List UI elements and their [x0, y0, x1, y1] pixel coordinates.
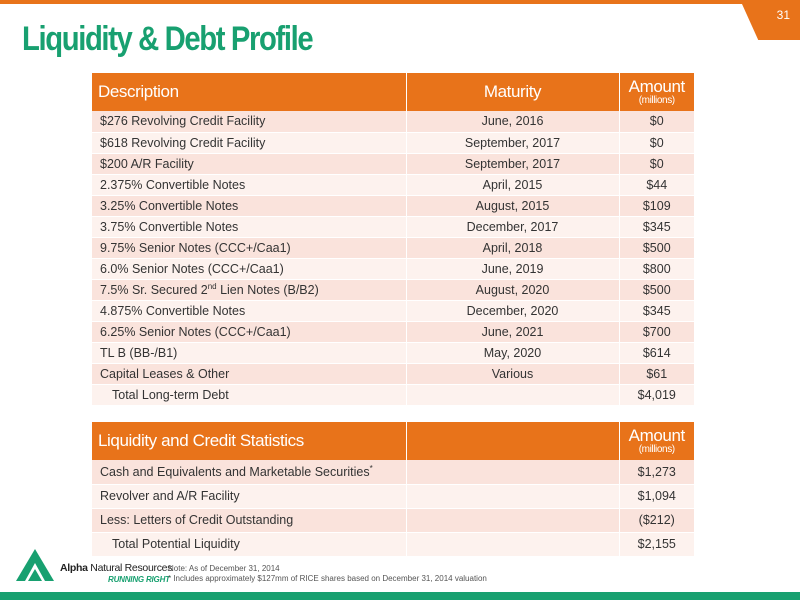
header-maturity: Maturity [406, 73, 619, 111]
row-description-part: Lien Notes (B/B2) [216, 283, 319, 298]
table-row [92, 237, 694, 258]
header-amount-unit: (millions) [638, 443, 675, 455]
row-amount: $800 [619, 258, 694, 279]
footnote-line-2: * Includes approximately $127mm of RICE shares based on December 31, 2014 valuation [168, 574, 487, 583]
row-maturity: Various [406, 363, 619, 384]
header-amount-label: Amount [628, 425, 685, 445]
row-amount: $1,273 [619, 460, 694, 484]
row-maturity: June, 2016 [406, 111, 619, 132]
liquidity-table-header [92, 422, 694, 460]
row-empty-cell [406, 508, 619, 532]
header-amount-label: Amount [628, 76, 685, 96]
header-description: Description [92, 73, 406, 111]
header-empty [406, 422, 619, 460]
row-description: Capital Leases & Other [92, 363, 406, 384]
footnote [168, 564, 487, 584]
table-row [92, 216, 694, 237]
row-description: TL B (BB-/B1) [92, 342, 406, 363]
debt-table [92, 73, 694, 406]
row-amount: $1,094 [619, 484, 694, 508]
ordinal-superscript: nd [207, 281, 217, 291]
total-maturity [406, 384, 619, 405]
row-maturity: April, 2015 [406, 174, 619, 195]
row-maturity: August, 2015 [406, 195, 619, 216]
footnote-mark: * [369, 464, 373, 474]
bottom-accent-bar [0, 592, 800, 600]
row-empty-cell [406, 532, 619, 556]
header-amount [619, 422, 694, 460]
company-name-bold: Alpha [60, 562, 88, 574]
header-liquidity-description: Liquidity and Credit Statistics [92, 422, 406, 460]
table-row [92, 111, 694, 132]
row-maturity: June, 2021 [406, 321, 619, 342]
table-row [92, 460, 694, 484]
alpha-logo-icon [14, 547, 56, 583]
company-name-rest: Natural Resources [87, 562, 173, 574]
row-amount: $61 [619, 363, 694, 384]
row-description: 4.875% Convertible Notes [92, 300, 406, 321]
total-description: Total Potential Liquidity [92, 532, 406, 556]
row-amount: $700 [619, 321, 694, 342]
row-amount: ($212) [619, 508, 694, 532]
page-corner-tab [742, 4, 800, 40]
row-description [92, 279, 406, 300]
row-description: 3.75% Convertible Notes [92, 216, 406, 237]
table-row [92, 174, 694, 195]
page-number: 31 [776, 8, 790, 22]
row-maturity: April, 2018 [406, 237, 619, 258]
row-maturity: August, 2020 [406, 279, 619, 300]
row-amount: $44 [619, 174, 694, 195]
row-description: $276 Revolving Credit Facility [92, 111, 406, 132]
row-description: Less: Letters of Credit Outstanding [92, 508, 406, 532]
row-maturity: September, 2017 [406, 132, 619, 153]
row-maturity: December, 2017 [406, 216, 619, 237]
row-empty-cell [406, 484, 619, 508]
row-description: 6.25% Senior Notes (CCC+/Caa1) [92, 321, 406, 342]
company-tagline: RUNNING RIGHT [108, 575, 170, 584]
liquidity-table [92, 422, 694, 557]
row-amount: $345 [619, 300, 694, 321]
total-amount: $2,155 [619, 532, 694, 556]
total-amount: $4,019 [619, 384, 694, 405]
row-description: Revolver and A/R Facility [92, 484, 406, 508]
table-row [92, 279, 694, 300]
row-description-part: 7.5% Sr. Secured 2 [100, 283, 208, 298]
table-row [92, 195, 694, 216]
row-empty-cell [406, 460, 619, 484]
row-amount: $345 [619, 216, 694, 237]
row-amount: $109 [619, 195, 694, 216]
total-description: Total Long-term Debt [92, 384, 406, 405]
row-description: $200 A/R Facility [92, 153, 406, 174]
row-maturity: December, 2020 [406, 300, 619, 321]
table-row [92, 153, 694, 174]
row-description: 9.75% Senior Notes (CCC+/Caa1) [92, 237, 406, 258]
table-row [92, 363, 694, 384]
top-accent-bar [0, 0, 800, 4]
row-description [92, 460, 406, 484]
header-amount-unit: (millions) [638, 94, 675, 106]
row-maturity: June, 2019 [406, 258, 619, 279]
company-name [60, 562, 172, 574]
table-row [92, 300, 694, 321]
row-description: 3.25% Convertible Notes [92, 195, 406, 216]
row-description-text: Cash and Equivalents and Marketable Securities [100, 465, 370, 480]
table-row [92, 321, 694, 342]
page-title: Liquidity & Debt Profile [22, 20, 313, 58]
row-description: 6.0% Senior Notes (CCC+/Caa1) [92, 258, 406, 279]
total-row [92, 532, 694, 556]
row-amount: $0 [619, 111, 694, 132]
row-amount: $500 [619, 237, 694, 258]
table-row [92, 508, 694, 532]
table-row [92, 342, 694, 363]
row-maturity: May, 2020 [406, 342, 619, 363]
row-maturity: September, 2017 [406, 153, 619, 174]
table-row [92, 132, 694, 153]
row-amount: $0 [619, 153, 694, 174]
table-row [92, 484, 694, 508]
table-row [92, 258, 694, 279]
header-amount [619, 73, 694, 111]
debt-table-header [92, 73, 694, 111]
row-amount: $0 [619, 132, 694, 153]
row-amount: $500 [619, 279, 694, 300]
row-description: $618 Revolving Credit Facility [92, 132, 406, 153]
row-description: 2.375% Convertible Notes [92, 174, 406, 195]
row-amount: $614 [619, 342, 694, 363]
footnote-line-1: Note: As of December 31, 2014 [168, 564, 280, 573]
total-row [92, 384, 694, 405]
